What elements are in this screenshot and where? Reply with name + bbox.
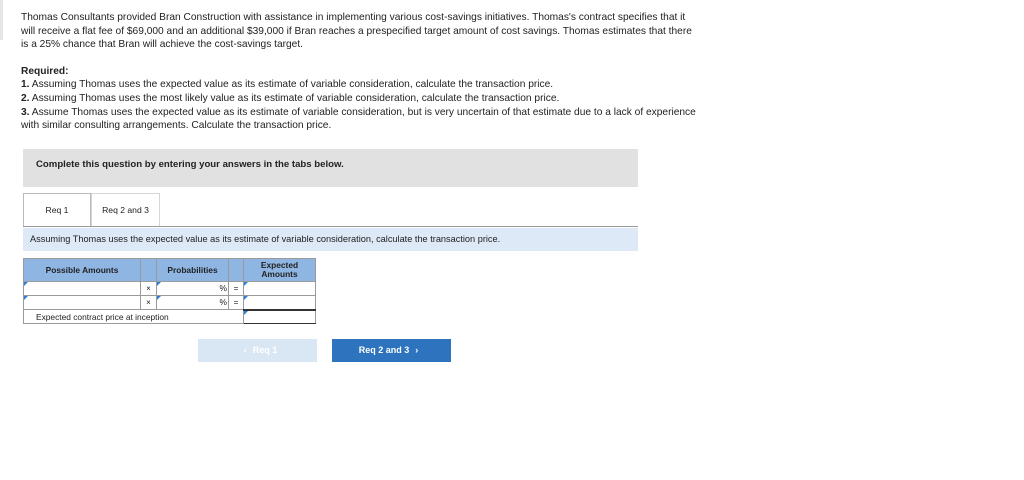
chevron-right-icon: › [415, 345, 419, 355]
expected-value-table [23, 258, 316, 324]
requirement-1: 1. Assuming Thomas uses the expected value as its estimate of variable consideration, calculate the transaction price. [21, 79, 554, 91]
header-expected-amounts: Expected Amounts [244, 259, 316, 282]
probability-cell [157, 296, 229, 310]
next-button[interactable] [332, 339, 451, 362]
probability-input-1[interactable] [157, 283, 216, 295]
header-possible-amounts: Possible Amounts [24, 259, 141, 282]
probability-cell [157, 282, 229, 296]
expected-amount-cell [244, 296, 316, 310]
requirement-2: 2. Assuming Thomas uses the most likely value as its estimate of variable consideration, calculate the transaction price. [21, 92, 560, 104]
tab-req-2-and-3[interactable]: Req 2 and 3 [91, 193, 160, 226]
instruction-text: Assuming Thomas uses the expected value as its estimate of variable consideration, calculate the transaction price. [30, 234, 501, 244]
required-heading: Required: [21, 65, 69, 77]
equals-icon: = [229, 282, 244, 296]
banner-text: Complete this question by entering your answers in the tabs below. [36, 159, 344, 170]
multiply-icon: × [141, 296, 157, 310]
possible-amount-input-1[interactable] [24, 283, 140, 295]
expected-amount-input-2[interactable] [244, 296, 315, 308]
instructions-banner [23, 149, 638, 187]
header-spacer-2 [229, 259, 244, 282]
expected-contract-price-input[interactable] [244, 311, 315, 323]
table-row [24, 296, 316, 310]
tab-divider [23, 226, 638, 227]
total-row [24, 310, 316, 324]
tab-instruction [23, 228, 638, 251]
requirement-3: 3. Assume Thomas uses the expected value as its estimate of variable consideration, but is very uncertain of that estimate due to a lack of experience with similar consulting arrangements. Calculate the transaction price. [21, 106, 696, 132]
percent-sign: % [219, 283, 227, 293]
prev-button[interactable] [198, 339, 317, 362]
header-spacer-1 [141, 259, 157, 282]
expected-amount-input-1[interactable] [244, 283, 315, 295]
header-probabilities: Probabilities [157, 259, 229, 282]
next-button-label: Req 2 and 3 [358, 345, 410, 355]
equals-icon: = [229, 296, 244, 310]
expected-amount-cell [244, 282, 316, 296]
chevron-left-icon: ‹ [243, 345, 247, 355]
total-label: Expected contract price at inception [24, 310, 244, 324]
prev-button-label: Req 1 [252, 345, 278, 355]
possible-amount-cell [24, 296, 141, 310]
probability-input-2[interactable] [157, 297, 216, 309]
tab-req-1[interactable]: Req 1 [23, 193, 91, 226]
percent-sign: % [219, 297, 227, 307]
table-header-row [24, 259, 316, 282]
possible-amount-cell [24, 282, 141, 296]
possible-amount-input-2[interactable] [24, 297, 140, 309]
problem-intro: Thomas Consultants provided Bran Construction with assistance in implementing various cost-savings initiatives. Thomas's contract specifies that it will receive a flat fee of $69,000 and an additional $39,000 if Bran reaches a prespecified target amount of cost savings. Thomas estimates that there is a 25% chance that Bran will achieve the cost-savings target. [21, 12, 692, 51]
total-cell [244, 310, 316, 324]
multiply-icon: × [141, 282, 157, 296]
table-row [24, 282, 316, 296]
left-edge-bar [0, 0, 3, 40]
problem-statement [21, 11, 701, 133]
